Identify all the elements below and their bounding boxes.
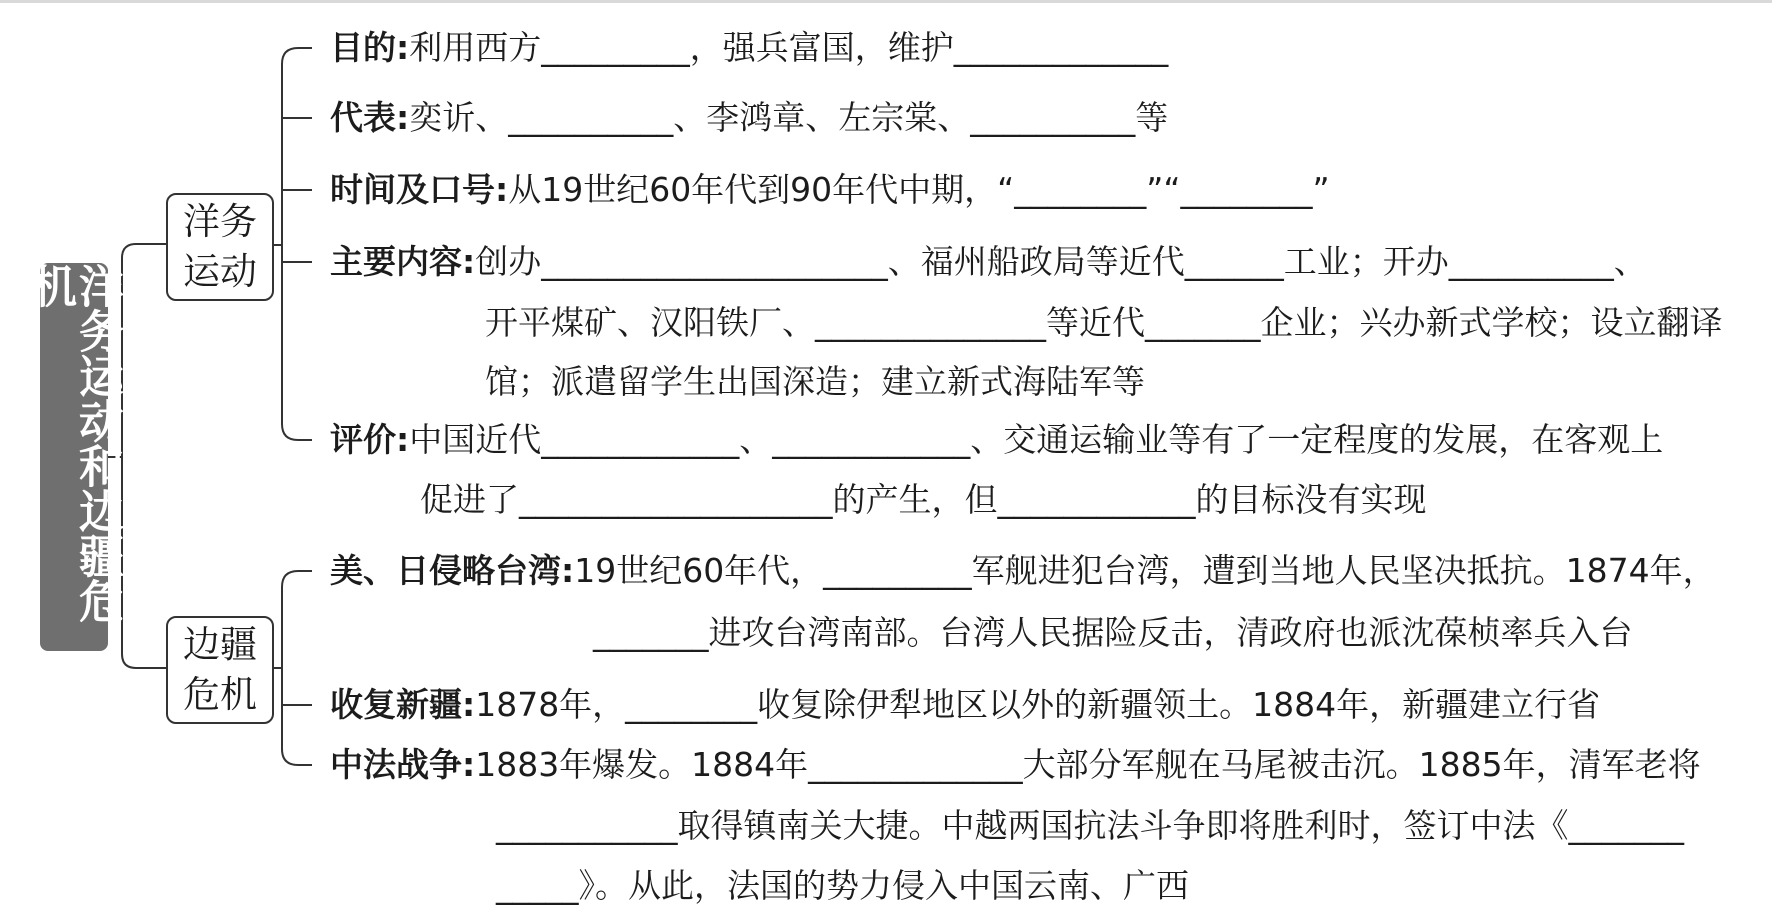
item-taiwan-line-1: 19世纪60年代，_________军舰进犯台湾，遭到当地人民坚决抵抗。1874年，	[574, 551, 1716, 590]
item-main-content	[330, 242, 1647, 282]
item-sino-french-war-key: 中法战争:	[330, 745, 476, 784]
branch-yangwu	[166, 193, 274, 301]
root-title: 洋务运动和边疆危机	[24, 263, 124, 623]
item-main-content-line-2: 开平煤矿、汉阳铁厂、______________等近代_______企业；兴办新式学校；设立翻译	[485, 303, 1723, 342]
item-time-slogan	[330, 170, 1330, 210]
item-purpose-text: 利用西方_________，强兵富国，维护_____________	[409, 28, 1169, 67]
item-xinjiang	[330, 685, 1600, 725]
item-time-slogan-key: 时间及口号:	[330, 170, 509, 209]
item-main-content-key: 主要内容:	[330, 242, 476, 281]
yangwu-bracket	[282, 48, 312, 440]
item-sino-french-war-line-3: _____》。从此，法国的势力侵入中国云南、广西	[496, 866, 1189, 905]
root-bracket	[122, 244, 166, 668]
item-sino-french-war-line-1: 1883年爆发。1884年_____________大部分军舰在马尾被击沉。1885年，清军老将	[475, 745, 1701, 784]
item-evaluation-key: 评价:	[330, 420, 410, 459]
item-xinjiang-text: 1878年，________收复除伊犁地区以外的新疆领土。1884年，新疆建立行省	[475, 685, 1601, 724]
item-main-content-line-3: 馆；派遣留学生出国深造；建立新式海陆军等	[485, 362, 1145, 401]
item-representatives-key: 代表:	[330, 98, 410, 137]
item-evaluation	[330, 420, 1663, 460]
bianjiang-bracket	[282, 571, 312, 765]
item-taiwan-key: 美、日侵略台湾:	[330, 551, 575, 590]
item-time-slogan-text: 从19世纪60年代到90年代中期，“________”“________”	[508, 170, 1330, 209]
branch-yangwu-label: 洋务运动	[183, 200, 257, 293]
root-topic	[24, 263, 124, 651]
branch-bianjiang-label: 边疆危机	[183, 623, 257, 716]
item-purpose-key: 目的:	[330, 28, 410, 67]
item-purpose	[330, 28, 1168, 68]
item-evaluation-line-2: 促进了___________________的产生，但____________的目标没有实现	[420, 480, 1427, 519]
item-representatives	[330, 98, 1168, 138]
item-main-content-line-1: 创办_____________________、福州船政局等近代______工业；开办__________、	[475, 242, 1647, 281]
item-sino-french-war	[330, 745, 1701, 785]
item-sino-french-war-line-2: ___________取得镇南关大捷。中越两国抗法斗争即将胜利时，签订中法《_______	[496, 806, 1684, 845]
item-taiwan-line-2: _______进攻台湾南部。台湾人民据险反击，清政府也派沈葆桢率兵入台	[593, 613, 1633, 652]
item-evaluation-line-1: 中国近代____________、____________、交通运输业等有了一定程度的发展，在客观上	[409, 420, 1664, 459]
branch-bianjiang	[166, 616, 274, 724]
item-xinjiang-key: 收复新疆:	[330, 685, 476, 724]
item-representatives-text: 奕䜣、__________、李鸿章、左宗棠、__________等	[409, 98, 1169, 137]
item-taiwan	[330, 551, 1716, 591]
